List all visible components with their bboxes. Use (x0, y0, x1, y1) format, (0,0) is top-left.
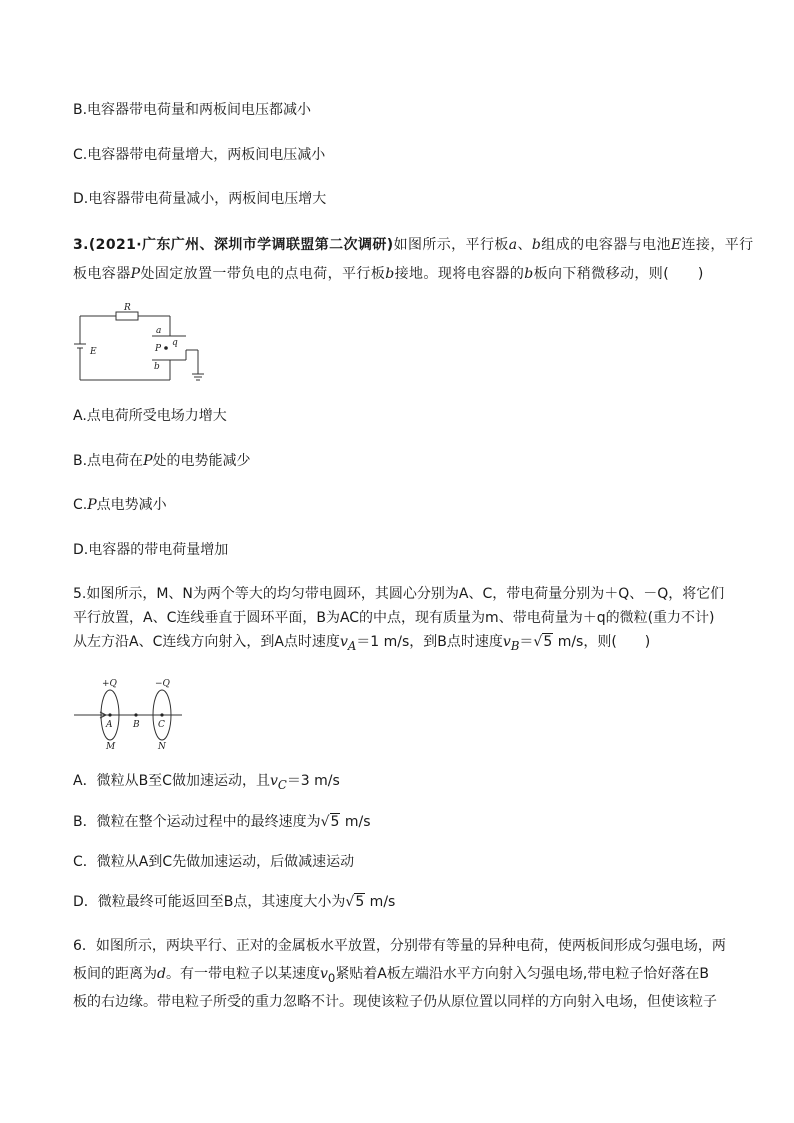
q6-stem-line3: 板的右边缘。带电粒子所受的重力忽略不计。现使该粒子仍从原位置以同样的方向射入电场，但使该粒子 (73, 994, 717, 1010)
label-N: N (158, 742, 166, 752)
label-M: M (106, 742, 116, 752)
q5-stem-line3 (73, 632, 650, 656)
q3-option-b (73, 451, 250, 471)
label-C: C (158, 720, 165, 730)
q3-var-P: P (143, 453, 153, 469)
label-P: P (155, 344, 162, 354)
sqrt-radicand: 5 (543, 634, 553, 650)
label-b: b (154, 362, 160, 372)
q3-number: 3. (73, 237, 89, 253)
q3-stem-text: 组成的电容器与电池 (541, 237, 671, 253)
q3-stem-line2 (73, 264, 704, 284)
q5-vA: v (339, 634, 348, 650)
q3-stem-line1 (73, 235, 754, 255)
label-A: A (106, 720, 113, 730)
sqrt-radicand: 5 (355, 894, 365, 910)
q6-v0: v (319, 966, 328, 982)
sqrt-symbol: √5 (533, 634, 553, 650)
q6-text: 。有一带电粒子以某速度 (165, 966, 320, 982)
q5-opta-text: ＝3 m/s (286, 773, 340, 789)
q3-source: (2021·广东广州、深圳市学调联盟第二次调研) (88, 237, 394, 253)
q3-var-b: b (524, 266, 534, 282)
q2-option-c: C.电容器带电荷量增大，两板间电压减小 (73, 147, 326, 163)
q3-var-P: P (87, 497, 97, 513)
q5-option-d (73, 892, 395, 912)
label-R: R (124, 303, 131, 313)
q3-option-a: A.点电荷所受电场力增大 (73, 408, 227, 424)
q5-vB-sub: B (510, 638, 520, 653)
label-E: E (90, 347, 97, 357)
sqrt-radicand: 5 (330, 814, 340, 830)
q6-stem-line1: 6．如图所示，两块平行、正对的金属板水平放置，分别带有等量的异种电荷，使两板间形成匀强电场，两 (73, 938, 726, 954)
q2-option-d: D.电容器带电荷量减小，两板间电压增大 (73, 191, 327, 207)
q5-text: m/s，则( ) (553, 634, 651, 650)
q3-optc-text: C. (73, 497, 88, 513)
q3-stem-text: 连接，平行 (681, 237, 754, 253)
label-a: a (156, 326, 162, 336)
label-q: q (172, 338, 178, 348)
q6-stem-line2 (73, 964, 709, 988)
q5-stem-line1: 5.如图所示，M、N为两个等大的均匀带电圆环，其圆心分别为A、C，带电荷量分别为＋Q、－Q，将它们 (73, 586, 725, 602)
q3-optb-text: B.点电荷在 (73, 453, 144, 469)
label-minus-Q: −Q (155, 679, 170, 689)
q5-opta-text: A．微粒从B至C做加速运动，且 (73, 773, 270, 789)
q3-var-P: P (130, 266, 141, 282)
q3-stem-text: 板向下稍微移动，则( ) (533, 266, 704, 282)
q3-stem-text: 如图所示，平行板 (393, 237, 509, 253)
q3-optb-text: 处的电势能减少 (152, 453, 251, 469)
label-plus-Q: +Q (102, 679, 117, 689)
q2-option-b: B.电容器带电荷量和两板间电压都减小 (73, 102, 312, 118)
q3-var-a: a (508, 237, 518, 253)
q3-option-d: D.电容器的带电荷量增加 (73, 542, 229, 558)
q5-vC-sub: C (277, 777, 287, 792)
q5-optd-text: m/s (365, 894, 396, 910)
q5-option-a (73, 771, 340, 795)
q3-stem-text: 板电容器 (73, 266, 131, 282)
q3-circuit-figure (70, 302, 210, 384)
q3-sep: 、 (517, 237, 532, 253)
q6-v0-sub: 0 (327, 970, 336, 985)
q6-text: 板间的距离为 (73, 966, 157, 982)
q5-rings-figure (72, 676, 192, 752)
q5-vC: v (269, 773, 278, 789)
q5-stem-line2: 平行放置，A、C连线垂直于圆环平面，B为AC的中点，现有质量为m、带电荷量为＋q的微粒(重力不计) (73, 610, 715, 626)
q6-text: 紧贴着A板左端沿水平方向射入匀强电场,带电粒子恰好落在B (335, 966, 709, 982)
q5-vB: v (502, 634, 511, 650)
q5-text: ＝ (519, 634, 534, 650)
point-charge-dot (164, 346, 168, 350)
q5-optb-text: m/s (340, 814, 371, 830)
q5-optb-text: B．微粒在整个运动过程中的最终速度为 (73, 814, 321, 830)
q5-optd-text: D．微粒最终可能返回至B点，其速度大小为 (73, 894, 346, 910)
q3-stem-text: 接地。现将电容器的 (394, 266, 525, 282)
label-B: B (133, 720, 140, 730)
q6-var-d: d (157, 966, 166, 982)
q5-option-b (73, 812, 371, 832)
q3-optc-text: 点电势减小 (96, 497, 167, 513)
q3-var-b: b (531, 237, 542, 253)
q5-option-c: C．微粒从A到C先做加速运动，后做减速运动 (73, 854, 355, 870)
q3-var-b: b (385, 266, 395, 282)
q3-stem-text: 处固定放置一带负电的点电荷，平行板 (140, 266, 386, 282)
q5-vA-sub: A (347, 638, 357, 653)
q5-text: ＝1 m/s，到B点时速度 (356, 634, 503, 650)
sqrt-symbol: √5 (345, 894, 365, 910)
sqrt-symbol: √5 (320, 814, 340, 830)
q3-option-c (73, 495, 167, 515)
q3-var-E: E (670, 237, 682, 253)
q5-text: 从左方沿A、C连线方向射入，到A点时速度 (73, 634, 340, 650)
